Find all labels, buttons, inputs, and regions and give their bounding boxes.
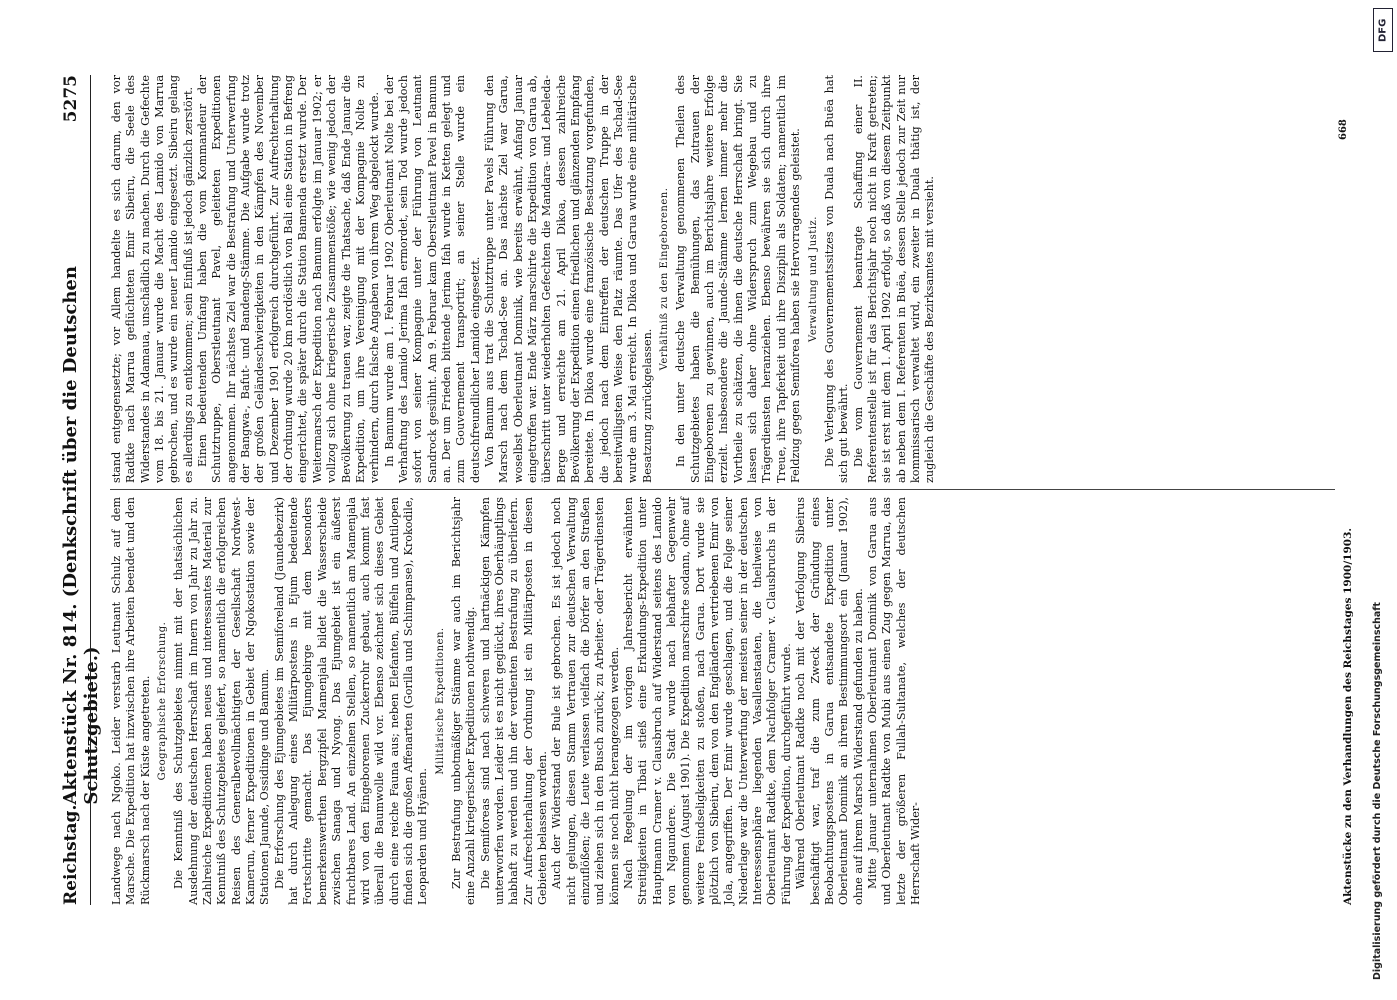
paragraph: In den unter deutsche Verwaltung genommenen Theilen des Schutzgebietes haben die Bemühungen, das Zutrauen der Eingeborenen zu gewinnen, auch im Berichtsjahre weitere Erfolge erzielt. Insbesondere die Jaunde-Stämme lernen immer mehr die Vortheile zu schätzen, die ihnen die deutsche Herrschaft bringt. Sie lassen sich daher ohne Widerspruch zum Wegebau und zu Trägerdiensten heranziehen. Ebenso bewähren sie sich durch ihre Treue, ihre Tapferkeit und ihre Disziplin als Soldaten; namentlich im Feldzug gegen Semiforea haben sie Hervorragendes geleistet. <box>674 75 803 483</box>
paragraph: Die Kenntniß des Schutzgebietes nimmt mit der thatsächlichen Ausdehnung der deutschen Herrschaft im Innern von Jahr zu Jahr zu. Zahlreiche Expeditionen haben neues und interessantes Material zur Kenntniß des Schutzgebietes geliefert, so namentlich die erfolgreichen Reisen des Generalbevollmächtigten der Gesellschaft Nordwest-Kamerun, ferner Expeditionen in Gebiet der Ngokostation sowie der Stationen Jaunde, Ossidinge und Bamum. <box>172 497 272 905</box>
digitization-notice: Digitalisierung gefördert durch die Deutsche Forschungsgemeinschaft <box>1372 602 1383 980</box>
paragraph: Einen bedeutenden Umfang haben die vom Kommandeur der Schutztruppe, Oberstleutnant Pavel, geleiteten Expeditionen angenommen. Ihr nächstes Ziel war die Bestrafung und Unterwerfung der Bangwa-, Bafut- und Bandeng-Stämme. Die Aufgabe wurde trotz der großen Geländeschwierigkeiten in den Kämpfen des November und Dezember 1901 erfolgreich durchgeführt. Zur Aufrechterhaltung der Ordnung wurde 20 km nordöstlich von Bali eine Station in Befreng eingerichtet, die später durch die Station Bamenda ersetzt wurde. Der Weitermarsch der Expedition nach Bamum erfolgte im Januar 1902; er vollzog sich ohne kriegerische Zusammenstöße; wie wenig jedoch der Bevölkerung zu trauen war, zeigte die Thatsache, daß Ende Januar die Expedition, um ihre Vereinigung mit der Kompagnie Nolte zu verhindern, durch falsche Angaben von ihrem Weg abgelockt wurde. <box>196 75 382 483</box>
header-left: Reichstag. <box>61 804 81 905</box>
section-heading: Verwaltung und Justiz. <box>807 216 819 342</box>
paragraph: Landwege nach Ngoko. Leider verstarb Leutnant Schulz auf dem Marsche. Die Expedition hat inzwischen ihre Arbeiten beendet und den Rückmarsch nach der Küste angetreten. <box>110 497 152 905</box>
paragraph: Auch der Widerstand der Bule ist gebrochen. Es ist jedoch noch nicht gelungen, diesen Stamm Vertrauen zur deutschen Verwaltung einzuflößen; die Leute verlassen vielfach die Dörfer an den Straßen und ziehen sich in den Busch zurück; zu Arbeiter- oder Trägerdiensten können sie noch nicht herangezogen werden. <box>550 497 621 905</box>
page-footer: Aktenstücke zu den Verhandlungen des Reichstages 1900/1903. <box>1342 527 1354 905</box>
section-heading: Verhältniß zu den Eingeborenen. <box>659 187 671 371</box>
right-column <box>110 75 938 483</box>
paragraph: Zur Bestrafung unbotmäßiger Stämme war auch im Berichtsjahr eine Anzahl kriegerischer Expeditionen nothwendig. <box>449 497 478 905</box>
paragraph: stand entgegensetzte; vor Allem handelte es sich darum, den vor Radtke nach Marrua geflüchteten Emir Sibeiru, die Seele des Widerstandes in Adamaua, unschädlich zu machen. Durch die Gefechte vom 18. bis 21. Januar wurde die Macht des Lamido von Marrua gebrochen, und es wurde ein neuer Lamido eingesetzt. Sibeiru gelang es allerdings zu entkommen; sein Einfluß ist jedoch gänzlich zerstört. <box>110 75 195 483</box>
paragraph: In Bamum wurde am 1. Februar 1902 Oberleutnant Nolte bei der Verhaftung des Lamido Jerima Ifah ermordet, sein Tod wurde jedoch sofort von seiner Kompagnie unter der Führung von Leutnant Sandrock gesühnt. Am 9. Februar kam Oberstleutnant Pavel in Bamum an. Der um Frieden bittende Jerima Ifah wurde in Ketten gelegt und zum Gouvernement transportirt; an seiner Stelle wurde ein deutschfreundlicher Lamido eingesetzt. <box>382 75 482 483</box>
paragraph: Die Semiforeas sind nach schweren und hartnäckigen Kämpfen unterworfen worden. Leider ist es nicht geglückt, ihres Oberhäuptlings habhaft zu werden und ihn der verdienten Bestrafung zu überliefern. Zur Aufrechterhaltung der Ordnung ist ein Militärposten in diesen Gebieten belassen worden. <box>478 497 549 905</box>
paragraph: Während Oberleutnant Radtke noch mit der Verfolgung Sibeirus beschäftigt war, traf die zum Zweck der Gründung eines Beobachtungspostens in Garua entsandete Expedition unter Oberleutnant Dominik an ihrem Bestimmungsort ein (Januar 1902), ohne auf ihrem Marsch Widerstand gefunden zu haben. <box>794 497 865 905</box>
section-heading: Geographische Erforschung. <box>157 621 169 781</box>
header-rule <box>90 75 91 905</box>
paragraph: Die Verlegung des Gouvernementssitzes von Duala nach Buëa hat sich gut bewährt. <box>822 75 851 483</box>
column-divider <box>110 489 1335 490</box>
paragraph: Die Erforschung des Ejumgebietes im Semiforeland (Jaundebezirk) hat durch Anlegung eines Militärpostens in Ejum bedeutende Fortschritte gemacht. Das Ejumgebirge mit dem besonders bemerkenswerthen Bergzipfel Mamenjala bildet die Wasserscheide zwischen Sanaga und Nyong. Das Ejumgebiet ist ein äußerst fruchtbares Land. An einzelnen Stellen, so namentlich am Mamenjala wird von den Eingeborenen Zuckerrohr gebaut, auch kommt fast überall die Baumwolle wild vor. Ebenso zeichnet sich dieses Gebiet durch eine reiche Fauna aus; neben Elefanten, Büffeln und Antilopen finden sich die großen Affenarten (Gorilla und Schimpanse), Krokodile, Leoparden und Hyänen. <box>272 497 430 905</box>
section-heading: Militärische Expeditionen. <box>434 627 446 775</box>
left-column <box>110 497 923 905</box>
dfg-logo: DFG <box>1373 8 1393 52</box>
page-number: 5275 <box>61 75 81 123</box>
paragraph: Die vom Gouvernement beantragte Schaffung einer II. Referentenstelle ist für das Berichtsjahr noch nicht in Kraft getreten; sie ist erst mit dem 1. April 1902 erfolgt, so daß von diesem Zeitpunkt ab neben dem I. Referenten in Buëa, dessen Stelle jedoch zur Zeit nur kommissarisch verwaltet wird, ein zweiter in Duala thätig ist, der zugleich die Geschäfte des Bezirksamtes mit versieht. <box>851 75 937 483</box>
paragraph: Nach Regelung der im vorigen Jahresbericht erwähnten Streitigkeiten in Tibati stieß eine Erkundungs-Expedition unter Hauptmann Cramer v. Clausbruch auf Widerstand seitens des Lamido von Ngaundere. Die Stadt wurde nach lebhafter Gegenwehr genommen (August 1901). Die Expedition marschirte sodann, ohne auf weitere Feindseligkeiten zu stoßen, nach Garua. Dort wurde sie plötzlich von Sibeiru, dem von den Engländern vertriebenen Emir von Jola, angegriffen. Der Emir wurde geschlagen, und die Folge seiner Niederlage war die Unterwerfung der meisten seiner in der deutschen Interessensphäre liegenden Vasallenstaaten, die theilweise von Oberleutnant Radtke, dem Nachfolger Cramer v. Clausbruchs in der Führung der Expedition, durchgeführt wurde. <box>622 497 793 905</box>
paragraph: Von Bamum aus trat die Schutztruppe unter Pavels Führung den Marsch nach dem Tschad-See an. Das nächste Ziel war Garua, woselbst Oberleutnant Dominik, wie bereits erwähnt, Anfang Januar eingetroffen war. Ende März marschirte die Expedition von Garua ab, überschritt unter wiederholten Gefechten die Mandara- und Lebeleda-Berge und erreichte am 21. April Dikoa, dessen zahlreiche Bevölkerung der Expedition einen friedlichen und glänzenden Empfang bereitete. In Dikoa wurde eine französische Besatzung vorgefunden, die jedoch nach dem Eintreffen der deutschen Truppe in der bereitwilligsten Weise den Platz räumte. Das Ufer des Tschad-See wurde am 3. Mai erreicht. In Dikoa und Garua wurde eine militärische Besatzung zurückgelassen. <box>482 75 654 483</box>
paragraph: Mitte Januar unternahmen Oberleutnant Dominik von Garua aus und Oberleutnant Radtke von Mubi aus einen Zug gegen Marrua, das letzte der größeren Fullah-Sultanate, welches der deutschen Herrschaft Wider- <box>865 497 922 905</box>
header-title: Aktenstück Nr. 814. (Denkschrift über die Deutschen Schutzgebiete.) <box>60 266 102 805</box>
page-header <box>60 75 102 905</box>
signature-mark: 668 <box>1338 119 1349 140</box>
